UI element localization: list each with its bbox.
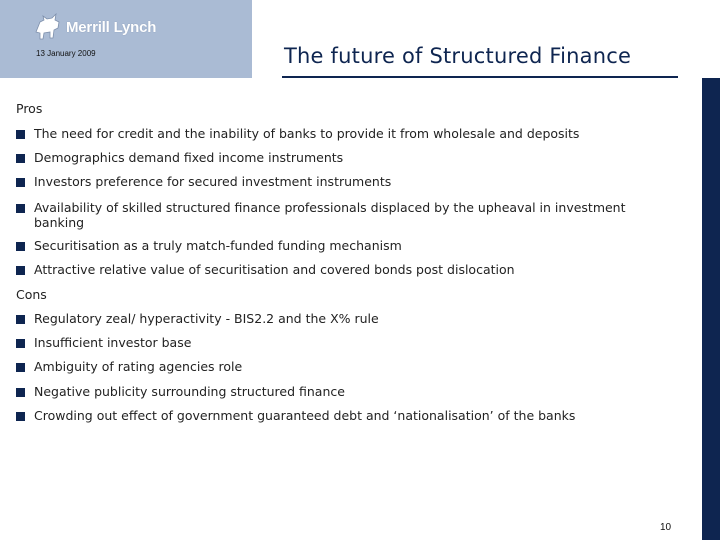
pros-item-text: The need for credit and the inability of banks to provide it from wholesale and deposits (34, 126, 580, 141)
presentation-date: 13 January 2009 (36, 49, 96, 58)
cons-heading: Cons (16, 287, 47, 302)
cons-item-text: Ambiguity of rating agencies role (34, 359, 243, 374)
pros-item (16, 150, 656, 165)
pros-item (16, 126, 656, 141)
square-bullet-icon (16, 154, 25, 163)
right-accent-bar (702, 78, 720, 540)
cons-item-text: Insufficient investor base (34, 335, 192, 350)
pros-item-text: Demographics demand fixed income instruments (34, 150, 344, 165)
square-bullet-icon (16, 339, 25, 348)
square-bullet-icon (16, 412, 25, 421)
cons-item-text: Regulatory zeal/ hyperactivity - BIS2.2 and the X% rule (34, 311, 379, 326)
pros-item (16, 262, 656, 277)
cons-item (16, 335, 656, 350)
cons-item-text: Crowding out effect of government guaranteed debt and ‘nationalisation’ of the banks (34, 408, 576, 423)
cons-item (16, 311, 656, 326)
pros-heading: Pros (16, 101, 43, 116)
pros-item (16, 200, 656, 230)
pros-item (16, 174, 656, 189)
cons-item-text: Negative publicity surrounding structured finance (34, 384, 345, 399)
square-bullet-icon (16, 388, 25, 397)
bull-icon (34, 12, 62, 42)
square-bullet-icon (16, 266, 25, 275)
square-bullet-icon (16, 178, 25, 187)
merrill-lynch-logo (34, 12, 156, 42)
cons-item (16, 359, 656, 374)
pros-item-text: Attractive relative value of securitisation and covered bonds post dislocation (34, 262, 515, 277)
title-underline (282, 76, 678, 78)
logo-block (0, 0, 252, 78)
page-number: 10 (660, 522, 672, 533)
square-bullet-icon (16, 363, 25, 372)
square-bullet-icon (16, 204, 25, 213)
pros-item-text: Investors preference for secured investment instruments (34, 174, 392, 189)
cons-item (16, 384, 656, 399)
page-title: The future of Structured Finance (284, 44, 632, 68)
cons-item (16, 408, 656, 423)
brand-name: Merrill Lynch (66, 18, 157, 36)
pros-item-text: Securitisation as a truly match-funded funding mechanism (34, 238, 402, 253)
square-bullet-icon (16, 315, 25, 324)
pros-item-text: Availability of skilled structured finance professionals displaced by the upheaval in investment banking (34, 200, 626, 230)
pros-item (16, 238, 656, 253)
square-bullet-icon (16, 242, 25, 251)
square-bullet-icon (16, 130, 25, 139)
